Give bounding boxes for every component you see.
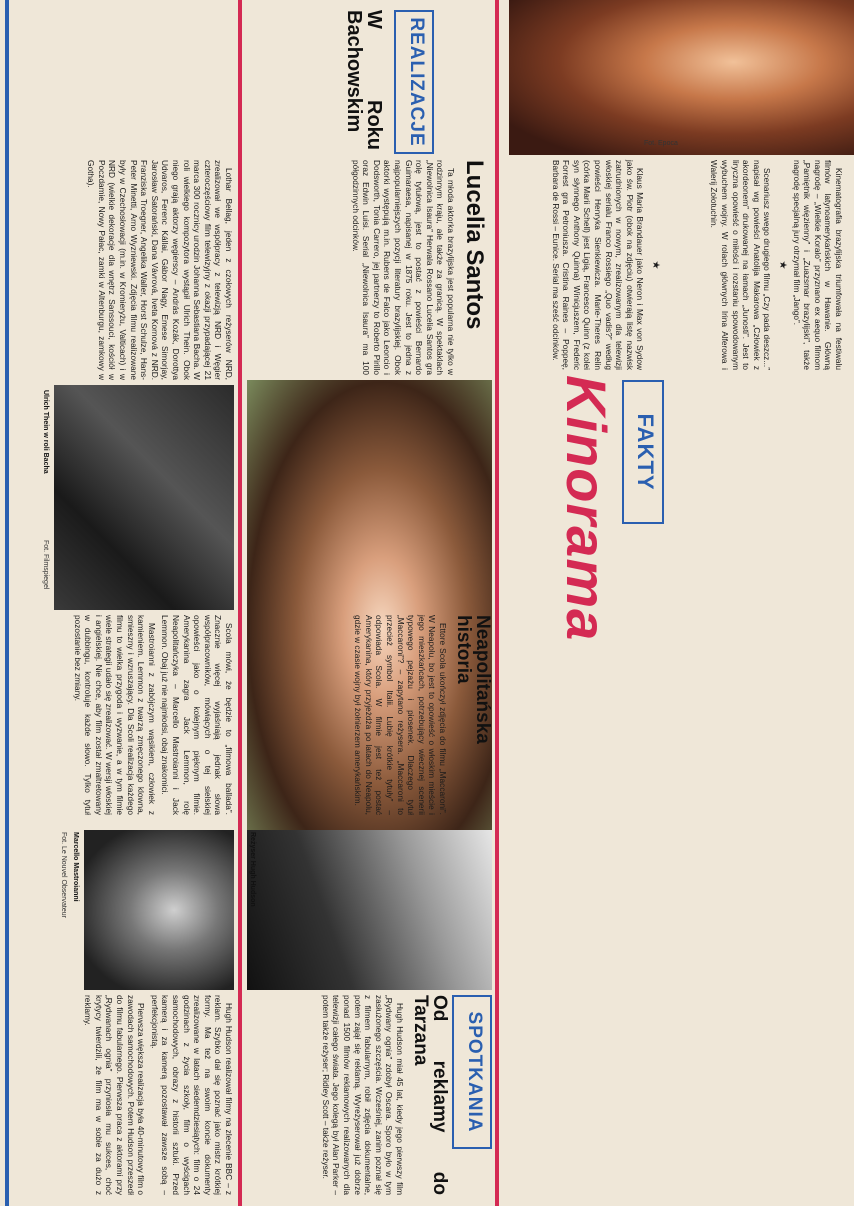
masthead-title: Kinorama [555, 375, 618, 642]
bach-credit: Fot. Filmspiegel [42, 540, 49, 590]
photo-credit: Fot. Epoca [644, 140, 678, 147]
neapol-credit: Fot. Le Nouvel Observateur [60, 832, 67, 918]
tarzan-column: Od reklamy do Tarzana Hugh Hudson miał 45 lat, kiedy jego pierwszy film „Rydwany ognia” zdobył Oscara. Sporo było w tym zasłużonego szczęścia. Wcześniej, zanim poznał się z filmem fabularnym, robił zdjęcia dokumentalne, potem zajął się reklamą. Wyreżyserował już dobrze ponad 1500 filmów reklamowych realizowanych dla telewizji całego świata. Jego kolegą był Alan Parker – potem także reżyser; Ridley Scott – także reżyser. [320, 995, 450, 1195]
bach-caption: Ulrich Thein w roli Bacha [42, 390, 49, 474]
neapol-caption: Marcello Mastroianni [72, 832, 79, 902]
tarzan-title: Od reklamy do Tarzana [410, 995, 450, 1195]
bach-title: W Roku Bachowskim [343, 10, 385, 150]
photo-mastroianni [84, 830, 234, 990]
lucelia-title: Lucelia Santos [461, 160, 488, 330]
section-spotkania: SPOTKANIA [452, 995, 492, 1149]
photo-quo-vadis [509, 0, 854, 155]
divider [495, 0, 499, 1206]
fakty-column-2: ★ Klaus Maria Brandauer jako Neron i Max von Sydow jako św. Piotr (obok na zdjęciu) otwierają listę nazwisk zatrudnionych w nowym, zrealizowanym dla telewizji włoskiej serialu Franco Rossiego „Quo vadis?” według powieści Henryka Sienkiewicza. Marie-Theres Relin (córka Marii Schell) jest Ligią, Francesco Quinn (z kolei syn słynnego Anthony Quinna) Winicjuszem, Frederic Forrest gra Petroniusza. Cristina Raines – Poppeę, Barbara de Rossi – Eunice. Serial ma sześć odcinków. [550, 160, 661, 370]
neapol-column: Neapolitańska historia Ettore Scola ukończył zdjęcia do filmu „Maccaroni”. W Neapolu, bo jest to opowieść o włoskim mieście i jego mieszkańcach, potrzebujący wiecznej scenerii typowego pejzażu i piosenek. Dlaczego tytuł „Maccaroni”? – zapytano reżysera. „Maccaroni to przecież symbol Italii. Lubię krótkie tytuły” – odpowiada Scola. W filmie jest też postać Amerykanina, który przyjeżdża po latach do Neapolu, gdzie w czasie wojny był żołnierzem amerykańskim. [353, 615, 493, 815]
divider [238, 0, 242, 1206]
section-realizacje: REALIZACJE [394, 10, 434, 154]
neapol-column-2: Scola mówi, że będzie to „filmowa ballada”. Znacznie więcej wyjaśniają jednak słowa współpracowników, mówiących o tej sielskiej opowieści jako o kolejnym pięknym filmie. Amerykanina zagra Jack Lemmon, rolę Neapolitańczyka – Marcello Mastroianni i Jack Lemmon. Obaj już nie najmłodsi, obaj znakomici. Mastroianni z zabójczym wąsikiem, człowiek z kamieniem. Lemmon z twarzą zmęczonego klowna, smieszny i wzruszający. Dla Scoli realizacja każdego filmu to wielka przygoda i wyzwanie, a w tym filmie wiele strategii udało się zrealizować. W wersji włoskiej i angielskiej. Nie chce, aby film został zmaltretowany w dubbingu, kontroluje każde słowo. Tylko tytuł pozostanie bez zmiany. [72, 615, 234, 815]
lucelia-column: Lucelia Santos Ta młoda aktorka brazylijska jest popularna nie tylko w rodzinnym kraju, ale także za granicą. W spektaklach „Niewolnica Isaura” Herwala Rossano Lucelia Santos gra rolę tytułową, jest to postać z powieści Bernardo Guimaraesa, napisanej w 1875 roku. Jest to jedna z najpopularniejszych pozycji literatury brazylijskiej. Obok aktorki występują m.in. Rubens de Falco jako Leoncio i Dodsworth, Tonia Carrero, jej partnerzy to Roberto Pirillo oraz Edwin Luisi. Serial „Niewolnica Isaura” ma 100 półgodzinnych odcinków. [350, 160, 488, 375]
section-fakty: FAKTY [622, 380, 664, 524]
neapol-title: Neapolitańska historia [453, 615, 493, 744]
tarzan-column-2: Hugh Hudson realizował filmy na zlecenie BBC – z reklam. Szybko dał się poznać jako mistrz krótkiej formy. Ma też na swoim koncie dokumenty zrealizowane w latach siedemdziesiątych: film o 24 godzinach z życia szkoły, film o wyścigach samochodowych, obrazy z historii sztuki. Przed kamerą i za kamerą pozostawał zawsze sobą – perfekcjonistą. Pierwsza większa realizacja była 40-minutowy film o zawodach samochodowych. Potem Hudson przeszedł do filmu fabularnego. Pierwsza praca z aktorami przy „Rydwanach ognia” przyniosła mu sukces, choć krytycy twierdzili, że film ma w sobie za dużo z reklamy. [83, 995, 234, 1195]
fakty-column: Kinematografia brazylijska triumfowała na festiwalu filmów latynoamerykańskich w Hawanie. Główną nagrodę – „Wielkie Koralo” przyznano ex aequo filmom „Pamiętnik więzienny” i „Zuazsmar brazylijski”, także nagrodę specjalną jury otrzymał film „Jango”. ★ Scenariusz swego drugiego filmu „Czy pada deszcz...” napisał wg powieści Anatolija Makarowa „Człowiek z akordeonem” drukowanej na łamach „Junosti”. Jest to liryczna opowieść o miłości i rozstaniu spowodowanym wybuchem wojny. W rolach głównych Irina Alferowa i Walerij Zołotuchin. [709, 160, 844, 370]
divider [5, 0, 9, 1206]
tarzan-caption1: Reżyser Hugh Hudson [249, 832, 256, 907]
masthead-kinorama [549, 375, 619, 642]
bach-text: Lothar Bellag, jeden z czołowych reżyserów NRD, zrealizował we współpracy z telewizją NRD i Węgier czteroczęściowy film telewizyjny z okazji przypadającej 21 marca 300 rocznicy urodzin Johanna Sebastiana Bacha. W roli wielkiego kompozytora wystąpił Ulrich Thein. Obok niego grają aktorzy węgierscy – András Kozák, Dorottya Udvaros, Ferenc Kállai, Gábor Nagy, Emese Simorjay, Jarosław Satorański, Dana Vávrová, Iveta Kornová z NRD. Franziska Troegner, Angelika Waller, Horst Schulze, Hans-Peter Minetti, Arno Wyzniewski. Zdjęcia filmu realizowane były w Czechosłowacji (m.in. w Kromieryżu, Valticach) i w NRD (wielkie dekoracje dla wnętrz Sanssouci, kościół w Poczdamie, Nowy Pałac, zamki w Altenburgu, zamkowy w Gotha). [86, 160, 234, 380]
photo-ulrich-thein [54, 385, 234, 610]
bach-column [224, 10, 384, 150]
photo-hugh-hudson [247, 830, 492, 990]
